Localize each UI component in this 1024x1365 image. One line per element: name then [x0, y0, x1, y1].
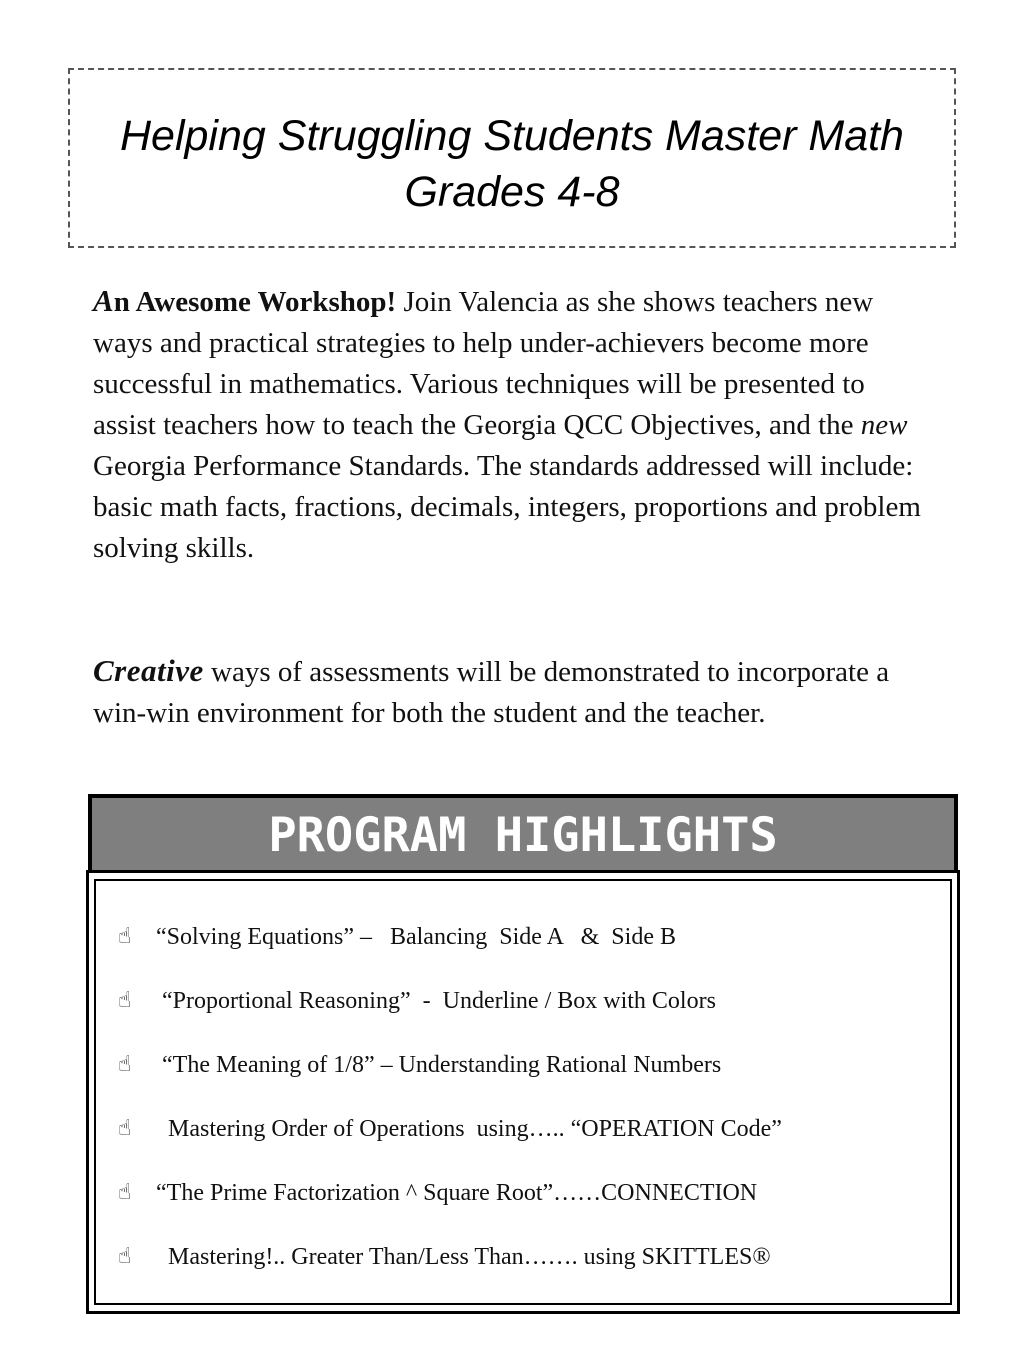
title-box	[68, 68, 956, 248]
highlights-box	[86, 870, 960, 1314]
pointing-hand-icon: ☝	[118, 1052, 132, 1077]
creative-lead-word: Creative	[93, 653, 204, 688]
pointing-hand-icon: ☝	[118, 1116, 132, 1141]
intro-text-part1: Join Valencia as she shows teachers new ways and practical strategies to help under-achievers become more successful in mathematics. Various techniques will be presented to assist teachers how to teach the Georgia QCC Objectives, and the	[93, 286, 874, 441]
highlight-item-text: “The Meaning of 1/8” – Understanding Rational Numbers	[144, 1052, 722, 1078]
highlight-item-text: “The Prime Factorization ^ Square Root”……CONNECTION	[144, 1180, 758, 1206]
pointing-hand-icon: ☝	[118, 1180, 132, 1205]
pointing-hand-icon: ☝	[118, 1244, 132, 1269]
highlights-inner-frame	[94, 879, 952, 1305]
highlight-item	[118, 1241, 782, 1305]
assessment-paragraph	[93, 650, 933, 734]
highlight-item-text: Mastering!.. Greater Than/Less Than……. using SKITTLES®	[144, 1244, 771, 1270]
highlight-item-text: “Proportional Reasoning” - Underline / Box with Colors	[144, 988, 716, 1014]
highlight-item	[118, 1177, 782, 1241]
highlight-item	[118, 1113, 782, 1177]
page-subtitle-grades: Grades 4-8	[404, 168, 620, 216]
highlight-item	[118, 985, 782, 1049]
highlight-item	[118, 921, 782, 985]
page-title: Helping Struggling Students Master Math	[120, 112, 904, 160]
drop-initial: A	[93, 283, 114, 318]
highlight-item-text: Mastering Order of Operations using….. “OPERATION Code”	[144, 1116, 782, 1142]
highlights-list	[118, 921, 782, 1305]
assessment-text: ways of assessments will be demonstrated to incorporate a win-win environment for both the student and the teacher.	[93, 656, 890, 729]
highlight-item-text: “Solving Equations” – Balancing Side A & Side B	[144, 924, 676, 950]
intro-text-part2: Georgia Performance Standards. The standards addressed will include: basic math facts, fractions, decimals, integers, proportions and problem solving skills.	[93, 450, 921, 564]
intro-paragraph	[93, 280, 933, 569]
highlight-item	[118, 1049, 782, 1113]
pointing-hand-icon: ☝	[118, 924, 132, 949]
intro-italic-word: new	[860, 409, 908, 441]
highlights-banner: PROGRAM HIGHLIGHTS	[88, 794, 958, 874]
workshop-lead: n Awesome Workshop!	[113, 286, 397, 318]
pointing-hand-icon: ☝	[118, 988, 132, 1013]
